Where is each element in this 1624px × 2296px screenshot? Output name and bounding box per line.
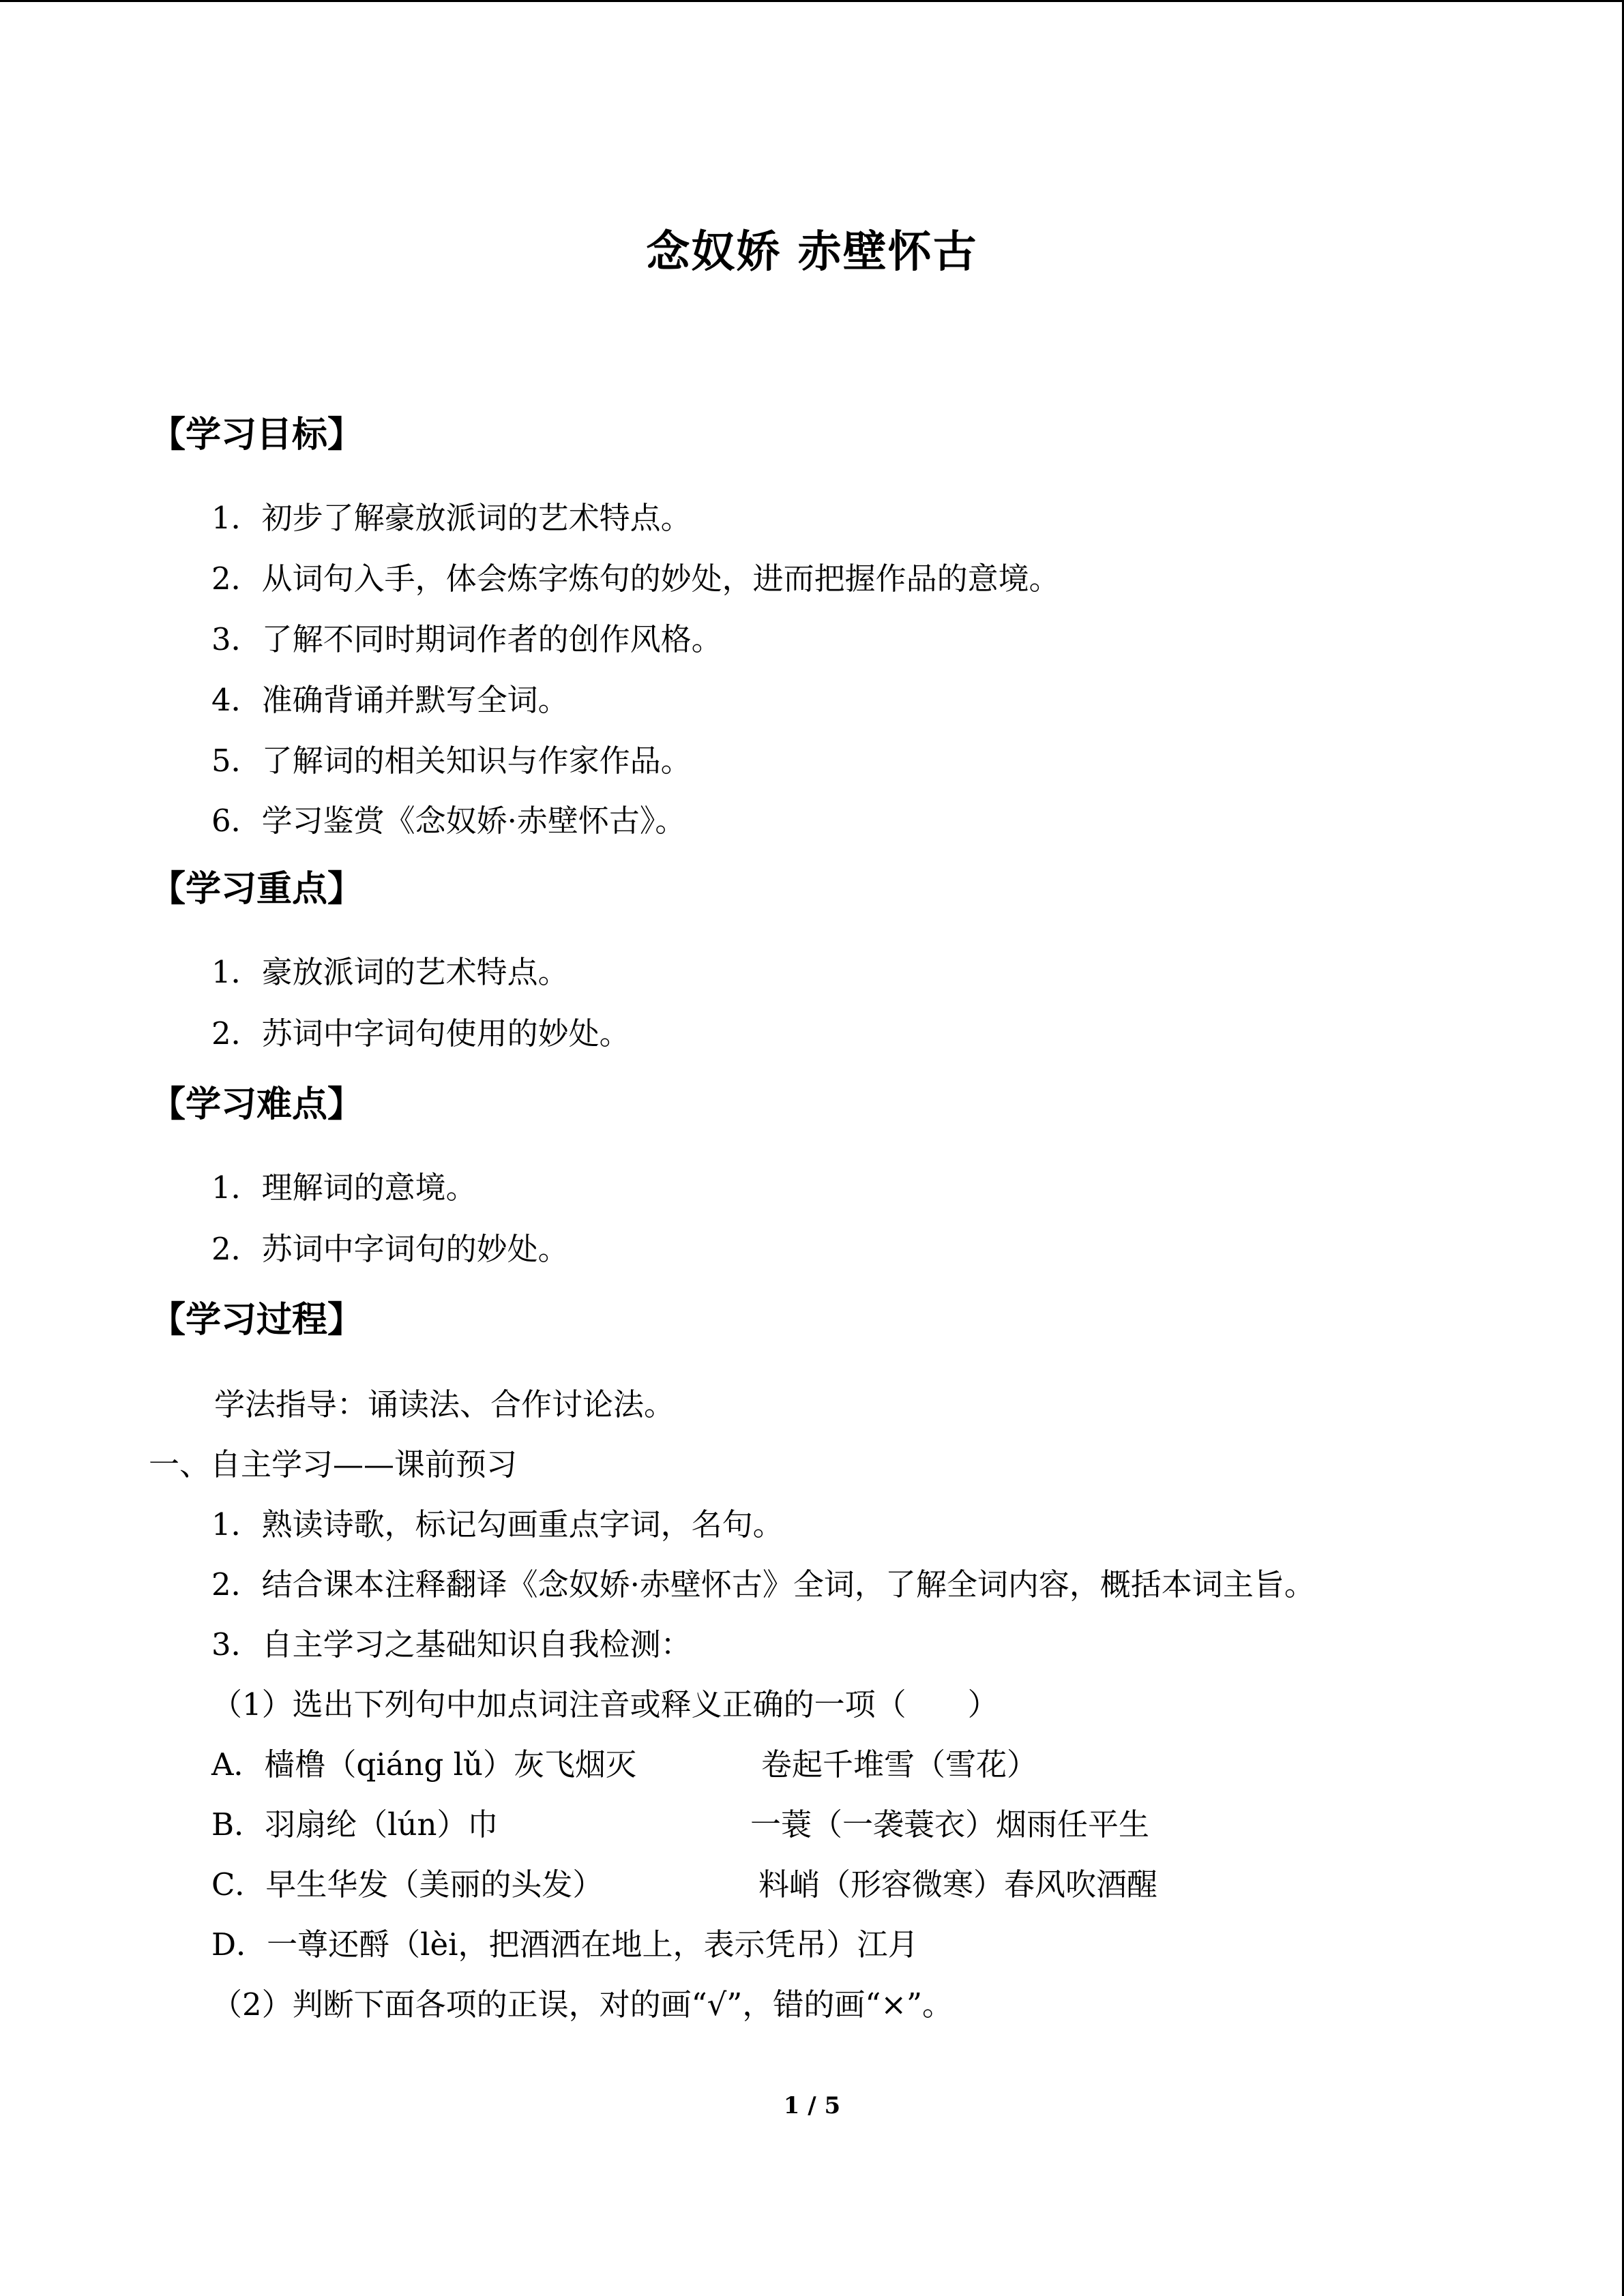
study-method: 学法指导：诵读法、合作讨论法。 bbox=[214, 1386, 675, 1422]
option-a-left: A．樯橹（qiáng lǔ）灰飞烟灭 bbox=[211, 1746, 636, 1783]
option-b-left: B．羽扇纶（lún）巾 bbox=[211, 1806, 499, 1843]
process-step-2: 2．结合课本注释翻译《念奴娇·赤壁怀古》全词，了解全词内容，概括本词主旨。 bbox=[211, 1566, 1315, 1602]
option-c-right: 料峭（形容微寒）春风吹酒醒 bbox=[758, 1866, 1158, 1903]
document-title: 念奴娇 赤壁怀古 bbox=[646, 226, 978, 278]
objective-item-4: 4．准确背诵并默写全词。 bbox=[211, 682, 569, 718]
objectives-heading: 【学习目标】 bbox=[150, 414, 364, 456]
part-one-heading: 一、自主学习——课前预习 bbox=[149, 1446, 518, 1482]
objective-item-1: 1．初步了解豪放派词的艺术特点。 bbox=[211, 500, 692, 536]
option-b-right: 一蓑（一袭蓑衣）烟雨任平生 bbox=[750, 1806, 1150, 1843]
difficulties-heading: 【学习难点】 bbox=[150, 1084, 364, 1125]
page-indicator: 1 / 5 bbox=[783, 2092, 841, 2119]
question-2: （2）判断下面各项的正误，对的画“√”，错的画“×”。 bbox=[211, 1986, 954, 2023]
key-point-item-1: 1．豪放派词的艺术特点。 bbox=[211, 954, 569, 990]
difficulty-item-1: 1．理解词的意境。 bbox=[211, 1169, 477, 1206]
option-a-right: 卷起千堆雪（雪花） bbox=[761, 1746, 1038, 1783]
key-points-heading: 【学习重点】 bbox=[150, 868, 364, 910]
key-point-item-2: 2．苏词中字词句使用的妙处。 bbox=[211, 1015, 630, 1052]
option-c-left: C．早生华发（美丽的头发） bbox=[211, 1866, 604, 1903]
process-heading: 【学习过程】 bbox=[150, 1299, 364, 1341]
page-border-top bbox=[0, 0, 1624, 2]
option-d: D．一尊还酹（lèi，把酒洒在地上，表示凭吊）江月 bbox=[211, 1926, 919, 1963]
process-step-3: 3．自主学习之基础知识自我检测： bbox=[211, 1626, 692, 1663]
objective-item-3: 3．了解不同时期词作者的创作风格。 bbox=[211, 621, 722, 657]
objective-item-5: 5．了解词的相关知识与作家作品。 bbox=[211, 743, 692, 779]
difficulty-item-2: 2．苏词中字词句的妙处。 bbox=[211, 1231, 569, 1267]
objective-item-6: 6．学习鉴赏《念奴娇·赤壁怀古》。 bbox=[211, 803, 686, 839]
process-step-1: 1．熟读诗歌，标记勾画重点字词，名句。 bbox=[211, 1506, 784, 1542]
objective-item-2: 2．从词句入手，体会炼字炼句的妙处，进而把握作品的意境。 bbox=[211, 561, 1060, 597]
question-1: （1）选出下列句中加点词注音或释义正确的一项（ ） bbox=[211, 1686, 999, 1723]
